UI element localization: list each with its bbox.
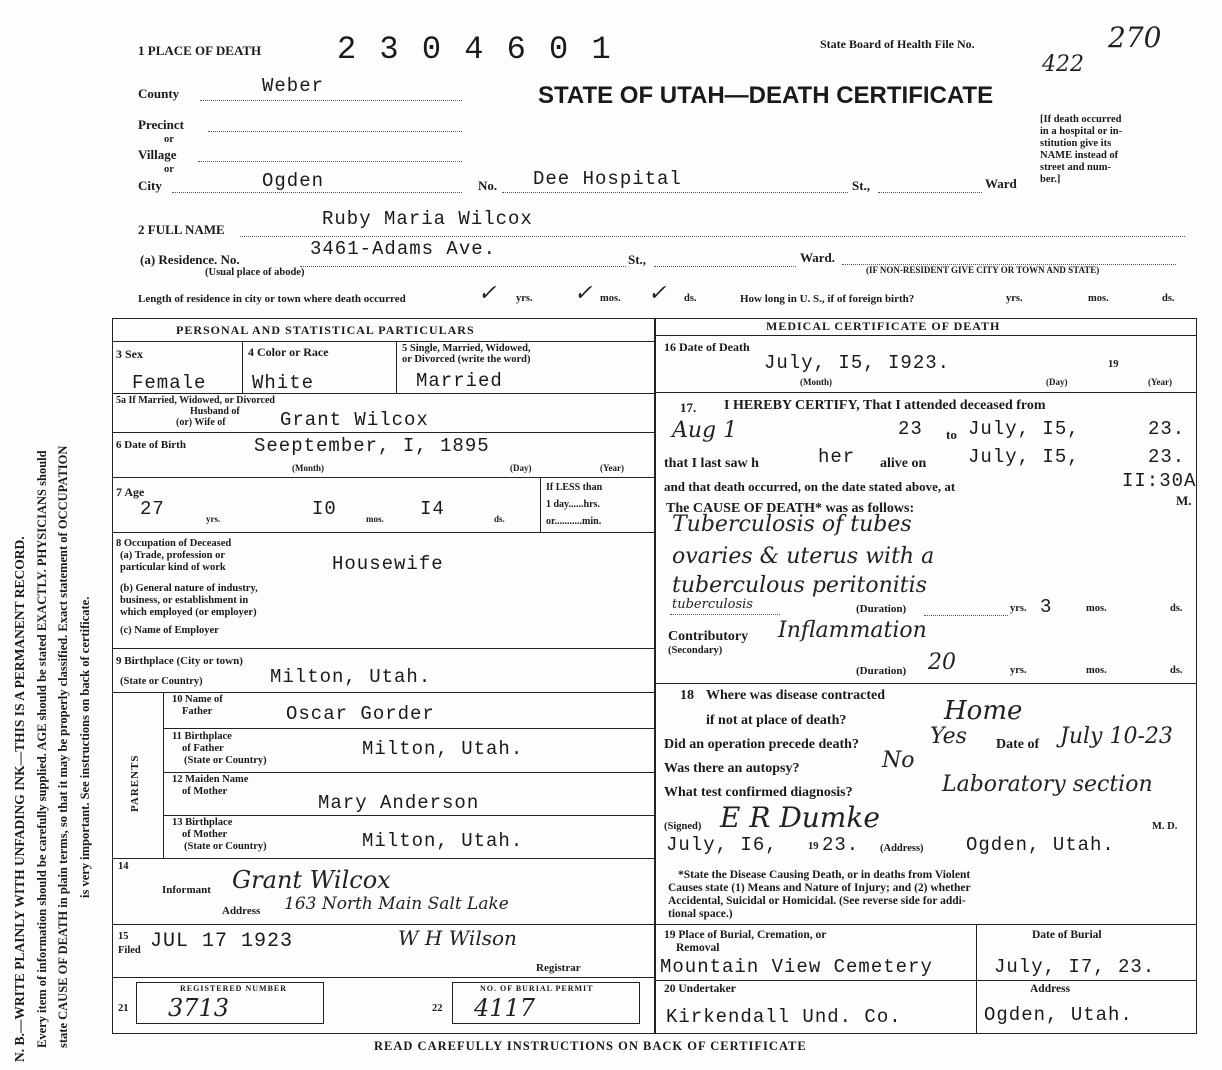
rule	[112, 532, 654, 533]
mother-bp-3: (State or Country)	[184, 841, 267, 852]
note-4: tional space.)	[668, 908, 733, 920]
dod-day: (Day)	[1046, 377, 1068, 387]
saw-text-1: that I last saw h	[664, 456, 759, 471]
side-instruction-2: Every item of information should be carefully supplied. AGE should be stated EXACTLY. PHYSICIANS should	[35, 450, 49, 1048]
spouse: Grant Wilcox	[280, 409, 429, 431]
age-yrs-unit: yrs.	[206, 514, 221, 524]
reg-no-label: REGISTERED NUMBER	[180, 984, 288, 993]
frame-right	[1196, 318, 1197, 1033]
city-label: City	[138, 178, 162, 193]
hospital-note-3: stitution give its	[1040, 138, 1112, 149]
informant: Grant Wilcox	[232, 866, 391, 894]
ward-label: Ward	[985, 176, 1017, 191]
precinct-line	[208, 131, 462, 132]
contributory: Inflammation	[778, 618, 927, 643]
dob-year: (Year)	[600, 463, 624, 473]
attended-to-year: 23.	[1148, 418, 1186, 440]
dob-month: (Month)	[292, 463, 324, 473]
sex: Female	[132, 372, 207, 394]
rule	[540, 477, 541, 532]
less-than-2: 1 day......hrs.	[546, 499, 600, 510]
usual-abode: (Usual place of abode)	[205, 267, 305, 278]
marital-status: Married	[416, 370, 503, 392]
birthplace-label-1: 9 Birthplace (City or town)	[116, 655, 243, 667]
duration2-yrs-unit: yrs.	[1010, 665, 1027, 676]
mother-label-1: 12 Maiden Name	[172, 774, 249, 785]
duration2-ds-unit: ds.	[1170, 665, 1183, 676]
duration-yrs-unit: yrs.	[1010, 603, 1027, 614]
burial-no: 4117	[474, 994, 536, 1022]
note-2: Causes state (1) Means and Nature of Injury; and (2) whether	[668, 882, 971, 894]
age-label: 7 Age	[116, 485, 145, 499]
place-of-death-label: 1 PLACE OF DEATH	[138, 43, 262, 58]
rule	[112, 858, 654, 859]
saw-year: 23.	[1148, 446, 1186, 468]
age-mos-unit: mos.	[366, 514, 384, 524]
rule	[976, 924, 977, 1033]
footer-instructions: READ CAREFULLY INSTRUCTIONS ON BACK OF CERTIFICATE	[374, 1039, 807, 1053]
marital-label-1: 5 Single, Married, Widowed,	[402, 343, 531, 354]
occupation-label-1: 8 Occupation of Deceased	[116, 538, 232, 549]
cause-line-3: tuberculous peritonitis	[672, 573, 927, 598]
rule	[924, 615, 1008, 616]
or-2: or	[164, 164, 174, 175]
yrs-label: yrs.	[516, 293, 533, 304]
burial-label-2: Removal	[676, 942, 720, 954]
occupation-c: (c) Name of Employer	[120, 625, 219, 636]
duration-yrs: 3	[1040, 596, 1053, 618]
burial-label: NO. OF BURIAL PERMIT	[480, 984, 594, 993]
cert-text: I HEREBY CERTIFY, That I attended deceased from	[724, 398, 1046, 413]
q18-no: 18	[680, 688, 694, 703]
rule	[112, 648, 654, 649]
duration2-mos-unit: mos.	[1086, 665, 1107, 676]
note-3: Accidental, Suicidal or Homicidal. (See reverse side for addi-	[668, 895, 966, 907]
file-no-2: 422	[1042, 52, 1084, 77]
age-yrs: 27	[140, 498, 165, 520]
hospital-note-5: street and num-	[1040, 162, 1111, 173]
hospital: Dee Hospital	[533, 168, 682, 190]
registrar-signature: W H Wilson	[398, 926, 517, 950]
city-line	[172, 192, 462, 193]
rule	[670, 614, 780, 615]
physician-signature: E R Dumke	[720, 801, 880, 834]
occupation: Housewife	[332, 553, 444, 575]
occupation-b-1: (b) General nature of industry,	[120, 583, 258, 594]
death-time-m: M.	[1176, 493, 1192, 508]
file-no: 270	[1108, 21, 1162, 54]
marital-label-2: or Divorced (write the word)	[402, 354, 531, 365]
frame-bottom	[112, 1033, 1197, 1034]
rule	[112, 977, 654, 978]
dod-month: (Month)	[800, 377, 832, 387]
saw-her: her	[818, 446, 856, 468]
sign-date: July, I6,	[666, 834, 778, 856]
personal-heading: PERSONAL AND STATISTICAL PARTICULARS	[176, 323, 475, 337]
hospital-note-6: ber.]	[1040, 174, 1061, 185]
hospital-note-4: NAME instead of	[1040, 150, 1119, 161]
hospital-note-2: in a hospital or in-	[1040, 126, 1123, 137]
occupation-b-2: business, or establishment in	[120, 595, 249, 606]
cert-no: 17.	[680, 400, 697, 415]
mos-label: mos.	[600, 293, 621, 304]
note-1: *State the Disease Causing Death, or in deaths from Violent	[678, 869, 971, 881]
reg-no-prefix: 21	[118, 1003, 129, 1014]
rule	[163, 728, 654, 729]
residence-ward-label: Ward.	[800, 250, 836, 265]
secondary-label: (Secondary)	[668, 645, 723, 656]
rule	[163, 815, 654, 816]
burial-date: July, I7, 23.	[994, 956, 1156, 978]
rule	[654, 924, 1197, 925]
registrar-label: Registrar	[536, 962, 581, 974]
spouse-label-1: 5a If Married, Widowed, or Divorced	[116, 395, 275, 406]
cause-line-2: ovaries & uterus with a	[672, 544, 935, 569]
dob: Seeptember, I, 1895	[254, 435, 490, 457]
sign-address: Ogden, Utah.	[966, 834, 1115, 856]
occurred-text: and that death occurred, on the date stated above, at	[664, 479, 956, 494]
side-instruction-4: is very important. See instructions on back of certificate.	[78, 596, 92, 898]
dob-day: (Day)	[510, 463, 532, 473]
serial-number: 2 3 0 4 6 0 1	[337, 31, 613, 68]
contributory-label: Contributory	[668, 629, 749, 644]
rule	[654, 392, 1197, 393]
less-than-3: or...........min.	[546, 516, 602, 527]
informant-no: 14	[118, 861, 129, 872]
father-bp-3: (State or Country)	[184, 755, 267, 766]
medical-heading: MEDICAL CERTIFICATE OF DEATH	[766, 319, 1001, 333]
county-label: County	[138, 86, 180, 101]
check-yrs: ✓	[478, 281, 497, 306]
saw-date: July, I5,	[968, 446, 1080, 468]
md-label: M. D.	[1152, 821, 1178, 832]
full-name: Ruby Maria Wilcox	[322, 208, 533, 230]
father-name: Oscar Gorder	[286, 703, 435, 725]
rule	[654, 980, 1197, 981]
rule	[112, 924, 654, 925]
address-label: Address	[222, 905, 261, 917]
mother-name: Mary Anderson	[318, 792, 480, 814]
less-than-1: If LESS than	[546, 482, 603, 493]
rule	[112, 341, 654, 342]
us-label: How long in U. S., if of foreign birth?	[740, 293, 915, 305]
informant-address: 163 North Main Salt Lake	[284, 894, 509, 914]
sign-year: 23.	[822, 834, 860, 856]
father-bp-2: of Father	[182, 743, 224, 754]
rule	[163, 772, 654, 773]
undertaker: Kirkendall Und. Co.	[666, 1006, 902, 1028]
column-divider	[654, 318, 656, 1033]
birthplace: Milton, Utah.	[270, 666, 432, 688]
dod-nineteen: 19	[1108, 359, 1119, 370]
non-resident-note: (IF NON-RESIDENT GIVE CITY OR TOWN AND STATE)	[866, 265, 1100, 275]
sign-nineteen: 19	[808, 841, 819, 852]
color: White	[252, 372, 315, 394]
birthplace-label-2: (State or Country)	[120, 676, 203, 687]
full-name-label: 2 FULL NAME	[138, 222, 225, 237]
no-label: No.	[478, 178, 498, 193]
undertaker-address: Ogden, Utah.	[984, 1004, 1133, 1026]
burial-place: Mountain View Cemetery	[660, 956, 933, 978]
rule	[112, 393, 654, 394]
informant-label: Informant	[162, 884, 211, 896]
residence-st-line	[654, 266, 796, 267]
side-instruction-1: N. B.—WRITE PLAINLY WITH UNFADING INK—THIS IS A PERMANENT RECORD.	[12, 536, 27, 1062]
reg-no: 3713	[168, 994, 230, 1022]
mother-birthplace: Milton, Utah.	[362, 830, 524, 852]
filed-no: 15	[118, 931, 129, 942]
age-ds: I4	[420, 498, 445, 520]
duration-ds-unit: ds.	[1170, 603, 1183, 614]
city: Ogden	[262, 170, 325, 192]
autopsy-label: Was there an autopsy?	[664, 761, 800, 776]
undertaker-label: 20 Undertaker	[664, 983, 736, 995]
age-ds-unit: ds.	[494, 514, 505, 524]
parents-label: PARENTS	[129, 754, 141, 812]
saw-text-2: alive on	[880, 456, 927, 471]
sex-label: 3 Sex	[116, 347, 143, 361]
duration2-label: (Duration)	[856, 665, 907, 677]
rule	[112, 692, 654, 693]
ds-label: ds.	[684, 293, 697, 304]
q18-line-2: if not at place of death?	[706, 713, 847, 728]
us-ds: ds.	[1162, 293, 1175, 304]
father-birthplace: Milton, Utah.	[362, 738, 524, 760]
burial-prefix: 22	[432, 1003, 443, 1014]
cause-line-4: tuberculosis	[672, 597, 753, 612]
dod-year: (Year)	[1148, 377, 1172, 387]
filed-label: Filed	[118, 945, 141, 956]
hospital-note-1: [If death occurred	[1040, 114, 1122, 125]
q18-answer: Home	[944, 696, 1023, 726]
us-yrs: yrs.	[1006, 293, 1023, 304]
check-mos: ✓	[574, 281, 593, 306]
dod: July, I5, I923.	[764, 352, 951, 374]
dod-label: 16 Date of Death	[664, 340, 750, 354]
rule	[112, 477, 654, 478]
father-label-2: Father	[182, 706, 213, 717]
burial-date-label: Date of Burial	[1032, 929, 1102, 941]
residence: 3461-Adams Ave.	[310, 238, 497, 260]
residence-st-label: St.,	[628, 252, 647, 267]
operation-date-label: Date of	[996, 737, 1040, 752]
mother-bp-1: 13 Birthplace	[172, 817, 233, 828]
death-time: II:30A	[1122, 470, 1197, 492]
village-label: Village	[138, 147, 177, 162]
certificate-title: STATE OF UTAH—DEATH CERTIFICATE	[538, 82, 994, 109]
residence-label: (a) Residence. No.	[140, 252, 240, 267]
color-label: 4 Color or Race	[248, 345, 329, 359]
burial-label-1: 19 Place of Burial, Cremation, or	[664, 929, 827, 941]
mother-label-2: of Mother	[182, 786, 228, 797]
occupation-label-3: particular kind of work	[120, 562, 226, 573]
occupation-b-3: which employed (or employer)	[120, 607, 257, 618]
side-instruction-3: state CAUSE OF DEATH in plain terms, so that it may be properly classified. Exact statement of OCCUPATION	[56, 445, 70, 1048]
rule	[163, 692, 164, 858]
operation-label: Did an operation precede death?	[664, 737, 859, 752]
test-label: What test confirmed diagnosis?	[664, 785, 853, 800]
cause-label: The CAUSE OF DEATH* was as follows:	[666, 501, 915, 516]
autopsy-answer: No	[882, 748, 915, 773]
village-line	[198, 161, 462, 162]
spouse-label-3: (or) Wife of	[176, 417, 226, 428]
duration-label: (Duration)	[856, 603, 907, 615]
father-label-1: 10 Name of	[172, 694, 223, 705]
file-no-label: State Board of Health File No.	[820, 37, 975, 51]
age-mos: I0	[312, 498, 337, 520]
attended-from: Aug 1	[672, 418, 738, 443]
filed-date: JUL 17 1923	[150, 930, 294, 953]
county: Weber	[262, 75, 325, 97]
st-label: St.,	[852, 178, 871, 193]
us-mos: mos.	[1088, 293, 1109, 304]
father-bp-1: 11 Birthplace	[172, 731, 232, 742]
signed-label: (Signed)	[664, 821, 702, 832]
q18-line-1: Where was disease contracted	[706, 688, 885, 703]
rule	[654, 335, 1197, 336]
mother-bp-2: of Mother	[182, 829, 228, 840]
county-line	[200, 100, 462, 101]
check-ds: ✓	[648, 281, 667, 306]
dob-label: 6 Date of Birth	[116, 439, 186, 451]
operation-date: July 10-23	[1060, 724, 1173, 749]
occupation-label-2: (a) Trade, profession or	[120, 550, 225, 561]
to-label: to	[946, 427, 957, 442]
frame-left	[112, 318, 113, 1033]
rule	[654, 683, 1197, 684]
duration2-days: 20	[928, 650, 956, 675]
cause-line-1: Tuberculosis of tubes	[672, 512, 912, 537]
full-name-line	[240, 236, 1185, 237]
length-residence-label: Length of residence in city or town where death occurred	[138, 293, 406, 305]
precinct-label: Precinct	[138, 117, 184, 132]
residence-line	[300, 266, 626, 267]
rule	[242, 341, 243, 393]
duration-mos-unit: mos.	[1086, 603, 1107, 614]
test-answer: Laboratory section	[942, 772, 1153, 797]
no-line	[502, 192, 848, 193]
attended-from-year: 23	[898, 418, 923, 440]
st-line	[878, 192, 982, 193]
rule	[396, 341, 397, 393]
undertaker-address-label: Address	[1030, 983, 1071, 995]
sign-address-label: (Address)	[880, 843, 924, 854]
or-1: or	[164, 134, 174, 145]
spouse-label-2: Husband of	[190, 406, 240, 417]
operation-answer: Yes	[930, 724, 967, 749]
rule	[112, 432, 654, 433]
attended-to: July, I5,	[968, 418, 1080, 440]
